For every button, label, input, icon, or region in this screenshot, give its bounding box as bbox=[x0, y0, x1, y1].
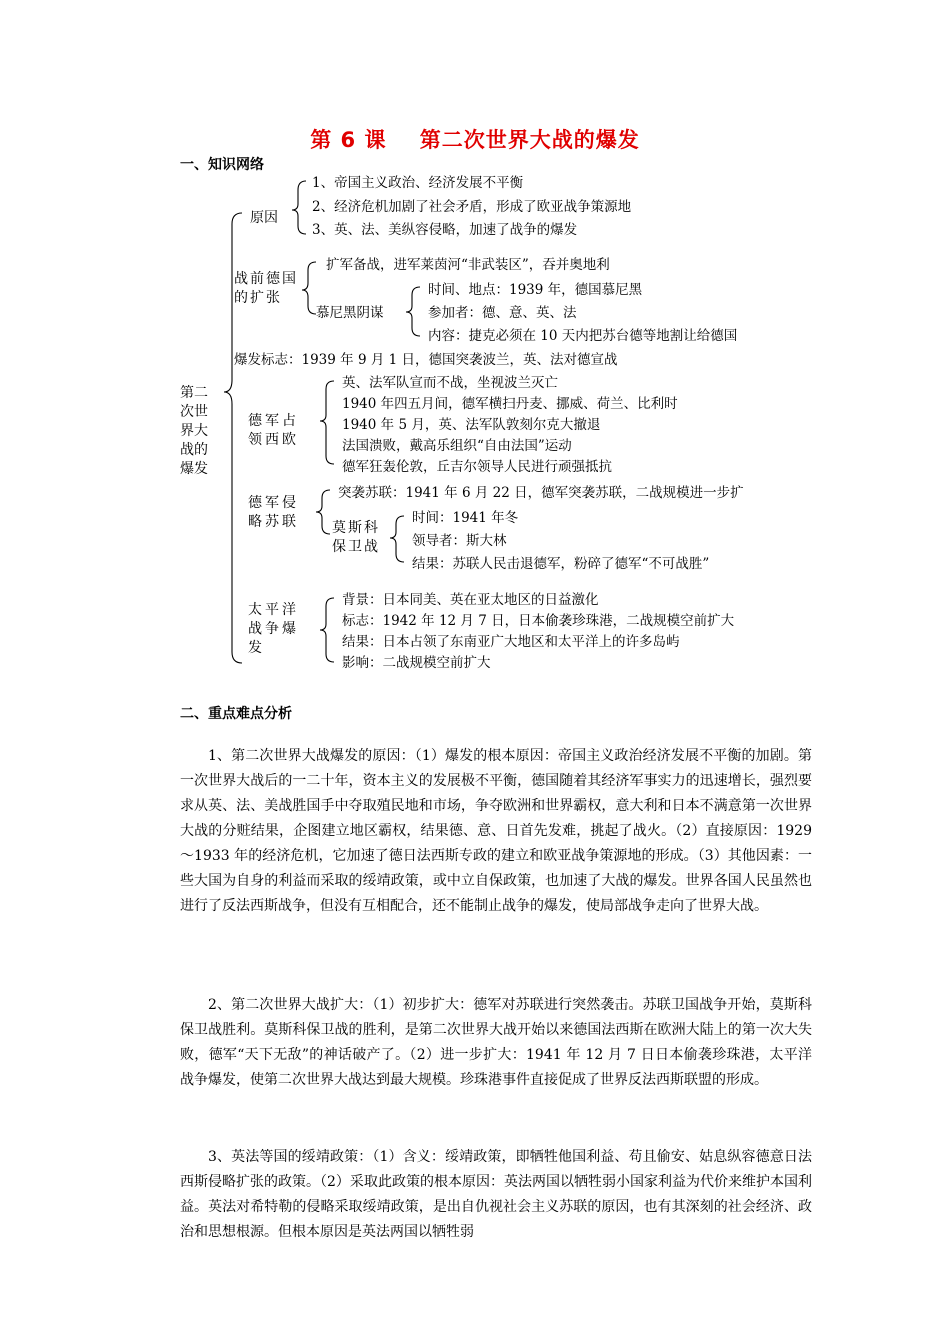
taipingyang-item: 影响：二战规模空前扩大 bbox=[342, 655, 491, 671]
node-sulian-label: 德军侵略苏联 bbox=[248, 495, 299, 530]
yuanyin-item: 1、帝国主义政治、经济发展不平衡 bbox=[312, 175, 524, 191]
moscow-item: 领导者：斯大林 bbox=[412, 533, 507, 549]
xiou-item: 1940 年 5 月，英、法军队敦刻尔克大撤退 bbox=[342, 417, 601, 433]
section-heading-analysis: 二、重点难点分析 bbox=[180, 706, 292, 722]
taipingyang-bracket bbox=[320, 598, 334, 662]
analysis-paragraph: 1、第二次世界大战爆发的原因：（1）爆发的根本原因：帝国主义政治经济发展不平衡的加剧。第一次世界大战后的一二十年，资本主义的发展极不平衡，德国随着其经济军事实力的迅速增长，强烈要求从英、法、美战胜国手中夺取殖民地和市场，争夺欧洲和世界霸权，意大利和日本不满意第一次世界大战的分赃结果，企图建立地区霸权，结果德、意、日首先发难，挑起了战火。（2）直接原因：1929～1933 年的经济危机，它加速了德日法西斯专政的建立和欧亚战争策源地的形成。（3）其他因素：一些大国为自身的利益而采取的绥靖政策，或中立自保政策，也加速了大战的爆发。世界各国人民虽然也进行了反法西斯战争，但没有互相配合，还不能制止战争的爆发，使局部战争走向了世界大战。 bbox=[180, 748, 812, 914]
taipingyang-item: 背景：日本同美、英在亚太地区的日益激化 bbox=[342, 592, 599, 608]
yuanyin-item: 3、英、法、美纵容侵略，加速了战争的爆发 bbox=[312, 222, 578, 238]
taipingyang-item: 标志：1942 年 12 月 7 日，日本偷袭珍珠港，二战规模空前扩大 bbox=[342, 613, 735, 629]
munich-item: 参加者：德、意、英、法 bbox=[428, 305, 577, 321]
page-title: 第 6 课 第二次世界大战的爆发 bbox=[310, 128, 640, 152]
node-xiou-label: 德军占领西欧 bbox=[248, 413, 299, 448]
moscow-item: 时间：1941 年冬 bbox=[412, 510, 519, 526]
xiou-item: 德军狂轰伦敦，丘吉尔领导人民进行顽强抵抗 bbox=[342, 459, 612, 475]
kuozhang-item: 扩军备战，进军莱茵河“非武装区”，吞并奥地利 bbox=[326, 257, 610, 273]
yuanyin-item: 2、经济危机加剧了社会矛盾，形成了欧亚战争策源地 bbox=[312, 199, 632, 215]
munich-bracket bbox=[406, 287, 420, 336]
node-taipingyang-label: 太平洋战争爆发 bbox=[248, 602, 299, 656]
node-moscow-label: 莫斯科保卫战 bbox=[332, 520, 380, 555]
section-heading-network: 一、知识网络 bbox=[180, 157, 264, 173]
analysis-paragraph: 2、第二次世界大战扩大：（1）初步扩大：德军对苏联进行突然袭击。苏联卫国战争开始，莫斯科保卫战胜利。莫斯科保卫战的胜利，是第二次世界大战开始以来德国法西斯在欧洲大陆上的第一次大失败，德军“天下无敌”的神话破产了。（2）进一步扩大：1941 年 12 月 7 日日本偷袭珍珠港，太平洋战争爆发，使第二次世界大战达到最大规模。珍珠港事件直接促成了世界反法西斯联盟的形成。 bbox=[180, 997, 812, 1088]
xiou-item: 法国溃败，戴高乐组织“自由法国”运动 bbox=[342, 438, 572, 454]
moscow-bracket bbox=[390, 516, 404, 562]
munich-item: 内容：捷克必须在 10 天内把苏台德等地割让给德国 bbox=[428, 328, 738, 344]
node-yuanyin-label: 原因 bbox=[250, 210, 278, 226]
xiou-bracket bbox=[320, 381, 334, 464]
baofa-marker: 爆发标志：1939 年 9 月 1 日，德国突袭波兰，英、法对德宣战 bbox=[234, 352, 618, 368]
taipingyang-item: 结果：日本占领了东南亚广大地区和太平洋上的许多岛屿 bbox=[342, 634, 680, 650]
yuanyin-bracket bbox=[292, 181, 306, 234]
xiou-item: 英、法军队宣而不战，坐视波兰灭亡 bbox=[342, 375, 558, 391]
node-kuozhang-label: 战前德国的扩张 bbox=[234, 271, 298, 306]
tree-root-label: 第二次世界大战的爆发 bbox=[180, 385, 208, 477]
munich-item: 时间、地点：1939 年，德国慕尼黑 bbox=[428, 282, 643, 298]
sulian-bracket bbox=[316, 490, 330, 534]
node-munich-label: 慕尼黑阴谋 bbox=[316, 305, 384, 321]
sulian-item: 突袭苏联：1941 年 6 月 22 日，德军突袭苏联，二战规模进一步扩 bbox=[338, 485, 744, 501]
analysis-paragraph: 3、英法等国的绥靖政策：（1）含义：绥靖政策，即牺牲他国利益、苟且偷安、姑息纵容德意日法西斯侵略扩张的政策。（2）采取此政策的根本原因：英法两国以牺牲弱小国家利益为代价来维护本国利益。英法对希特勒的侵略采取绥靖政策，是出自仇视社会主义苏联的原因，也有其深刻的社会经济、政治和思想根源。但根本原因是英法两国以牺牲弱 bbox=[180, 1149, 812, 1240]
moscow-item: 结果：苏联人民击退德军，粉碎了德军“不可战胜” bbox=[412, 556, 710, 572]
xiou-item: 1940 年四五月间，德军横扫丹麦、挪威、荷兰、比利时 bbox=[342, 396, 678, 412]
